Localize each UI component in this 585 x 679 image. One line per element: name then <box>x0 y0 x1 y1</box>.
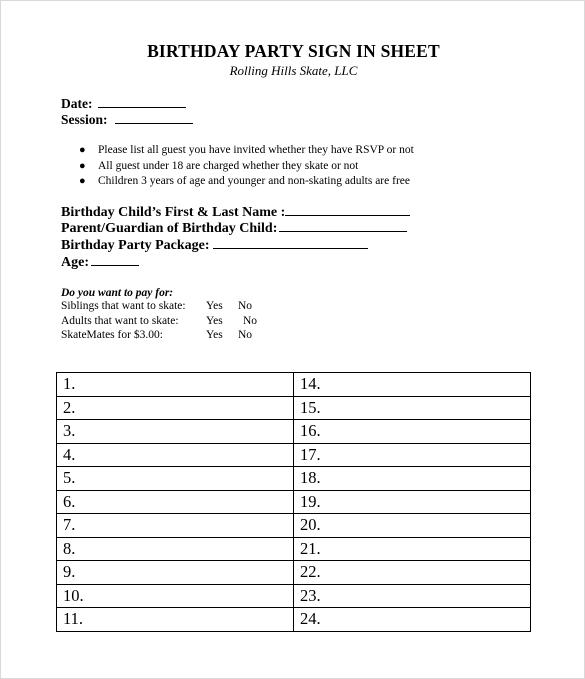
guest-cell[interactable]: 17. <box>294 443 531 467</box>
guest-cell[interactable]: 9. <box>57 561 294 585</box>
guest-cell[interactable]: 18. <box>294 467 531 491</box>
parent-field <box>61 220 407 237</box>
skatemates-row: SkateMates for $3.00: Yes No <box>61 329 253 341</box>
list-item: ● All guest under 18 are charged whether they skate or not <box>79 159 414 175</box>
table-row <box>57 396 531 420</box>
date-label: Date: <box>61 96 93 111</box>
guest-cell[interactable]: 15. <box>294 396 531 420</box>
page-title: BIRTHDAY PARTY SIGN IN SHEET <box>147 41 440 61</box>
package-label: Birthday Party Package: <box>61 238 210 253</box>
guest-cell[interactable]: 16. <box>294 420 531 444</box>
skatemates-no-option[interactable]: No <box>238 329 253 341</box>
adults-row: Adults that want to skate: Yes No <box>61 315 258 327</box>
adults-yes-option[interactable]: Yes <box>206 315 223 327</box>
guest-cell[interactable]: 22. <box>294 561 531 585</box>
list-item: ● Please list all guest you have invited whether they have RSVP or not <box>79 143 414 159</box>
child-name-field <box>61 204 410 221</box>
guest-cell[interactable]: 5. <box>57 467 294 491</box>
child-name-blank[interactable] <box>285 204 410 216</box>
table-row <box>57 608 531 632</box>
guest-cell[interactable]: 8. <box>57 537 294 561</box>
session-label: Session: <box>61 112 108 127</box>
date-blank[interactable] <box>98 96 186 108</box>
siblings-yes-option[interactable]: Yes <box>206 300 223 312</box>
list-item: ● Children 3 years of age and younger and non-skating adults are free <box>79 174 414 190</box>
guest-cell[interactable]: 20. <box>294 514 531 538</box>
bullet-icon: ● <box>79 144 86 156</box>
guest-signin-table <box>56 372 531 632</box>
guest-cell[interactable]: 23. <box>294 584 531 608</box>
package-field <box>61 237 368 254</box>
table-row <box>57 537 531 561</box>
guest-cell[interactable]: 2. <box>57 396 294 420</box>
bullet-icon: ● <box>79 175 86 187</box>
table-row <box>57 490 531 514</box>
table-row <box>57 514 531 538</box>
adults-no-option[interactable]: No <box>243 315 258 327</box>
session-field <box>61 112 193 128</box>
guest-cell[interactable]: 7. <box>57 514 294 538</box>
table-row <box>57 420 531 444</box>
guest-cell[interactable]: 1. <box>57 373 294 397</box>
age-blank[interactable] <box>91 254 139 266</box>
table-row <box>57 467 531 491</box>
guest-cell[interactable]: 21. <box>294 537 531 561</box>
table-row <box>57 443 531 467</box>
guest-cell[interactable]: 6. <box>57 490 294 514</box>
age-field <box>61 254 139 271</box>
session-blank[interactable] <box>115 112 193 124</box>
table-row <box>57 561 531 585</box>
date-field <box>61 96 186 112</box>
guest-cell[interactable]: 24. <box>294 608 531 632</box>
guest-cell[interactable]: 19. <box>294 490 531 514</box>
bullet-icon: ● <box>79 159 86 172</box>
guest-cell[interactable]: 4. <box>57 443 294 467</box>
siblings-no-option[interactable]: No <box>238 300 253 312</box>
guest-cell[interactable]: 14. <box>294 373 531 397</box>
child-name-label: Birthday Child’s First & Last Name : <box>61 205 286 220</box>
instructions-list <box>79 143 414 190</box>
package-blank[interactable] <box>213 237 368 249</box>
page-subtitle: Rolling Hills Skate, LLC <box>229 63 358 78</box>
siblings-row: Siblings that want to skate: Yes No <box>61 300 253 312</box>
payment-heading: Do you want to pay for: <box>61 287 174 299</box>
guest-cell[interactable]: 3. <box>57 420 294 444</box>
parent-label: Parent/Guardian of Birthday Child: <box>61 221 278 236</box>
age-label: Age: <box>61 255 89 270</box>
table-row <box>57 373 531 397</box>
parent-blank[interactable] <box>279 220 407 232</box>
guest-cell[interactable]: 11. <box>57 608 294 632</box>
table-row <box>57 584 531 608</box>
skatemates-yes-option[interactable]: Yes <box>206 329 223 341</box>
guest-cell[interactable]: 10. <box>57 584 294 608</box>
